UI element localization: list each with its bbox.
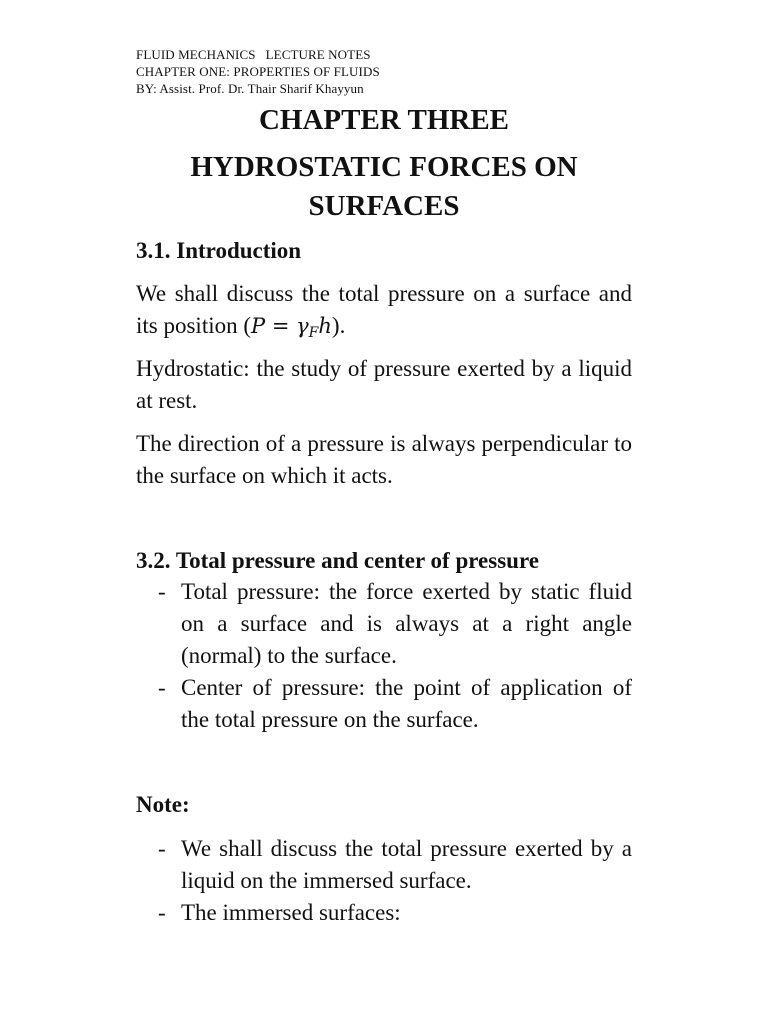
intro-paragraph-total-pressure	[136, 278, 632, 349]
bullet-dash: -	[158, 579, 166, 604]
lecture-header	[136, 46, 380, 97]
section-heading-introduction: 3.1. Introduction	[136, 238, 302, 263]
bullet-dash: -	[158, 900, 166, 925]
bullet-text: Center of pressure: the point of application of the total pressure on the surface.	[181, 675, 632, 732]
list-item	[136, 897, 632, 929]
formula-depth-symbol: h	[318, 314, 332, 338]
formula-equals: =	[265, 314, 297, 338]
note-bullet-list	[136, 833, 632, 929]
list-item	[136, 833, 632, 897]
note-heading: Note:	[136, 792, 190, 817]
header-course-line: FLUID MECHANICS LECTURE NOTES	[136, 47, 371, 62]
list-item	[136, 672, 632, 736]
formula-gamma-symbol: γ	[296, 314, 309, 338]
bullet-dash: -	[158, 836, 166, 861]
list-item	[136, 576, 632, 672]
formula-pressure-symbol: P	[251, 314, 266, 338]
bullet-dash: -	[158, 675, 166, 700]
hydrostatic-definition-paragraph: Hydrostatic: the study of pressure exerted by a liquid at rest.	[136, 356, 632, 413]
header-author-line: BY: Assist. Prof. Dr. Thair Sharif Khayyun	[136, 81, 364, 96]
pressure-direction-paragraph: The direction of a pressure is always perpendicular to the surface on which it acts.	[136, 431, 632, 488]
pressure-formula	[251, 314, 332, 341]
header-chapter-line: CHAPTER ONE: PROPERTIES OF FLUIDS	[136, 64, 380, 79]
formula-gamma-subscript: F	[308, 325, 319, 341]
intro-paragraph-text: We shall discuss the total pressure on a surface and its position (	[136, 281, 632, 338]
intro-paragraph-end: ).	[331, 313, 346, 338]
chapter-title-heading: HYDROSTATIC FORCES ON SURFACES	[190, 151, 578, 222]
bullet-text: Total pressure: the force exerted by static fluid on a surface and is always at a right angle (normal) to the surface.	[181, 579, 632, 668]
bullet-text: The immersed surfaces:	[181, 900, 401, 925]
total-pressure-bullet-list	[136, 576, 632, 736]
chapter-number-heading: CHAPTER THREE	[258, 104, 510, 136]
section-heading-total-pressure: 3.2. Total pressure and center of pressure	[136, 548, 539, 573]
bullet-text: We shall discuss the total pressure exerted by a liquid on the immersed surface.	[181, 836, 632, 893]
